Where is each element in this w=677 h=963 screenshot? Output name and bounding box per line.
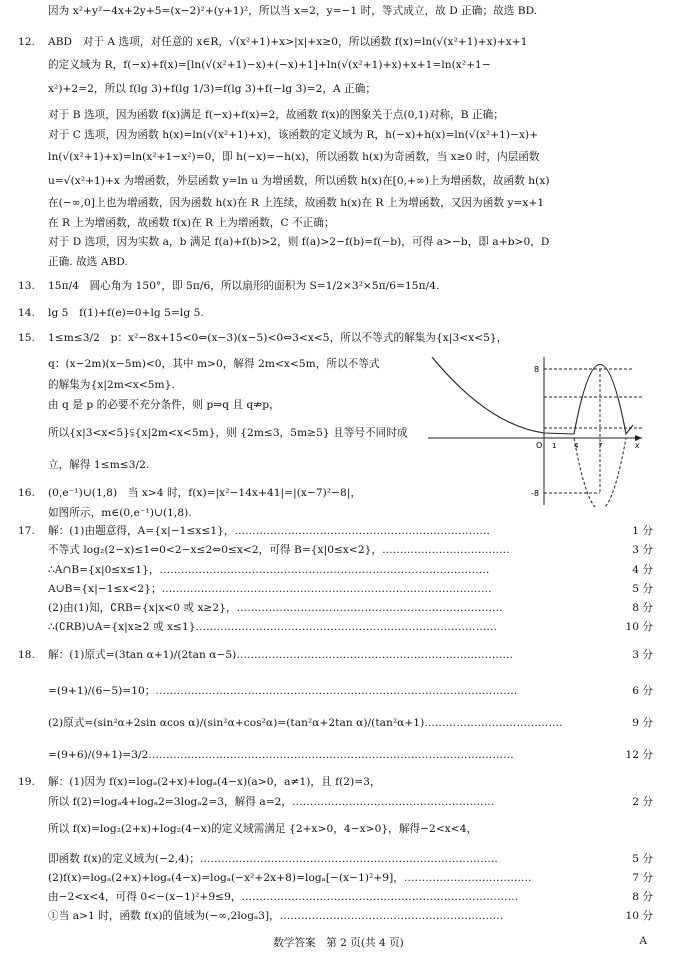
abs-parabola-curve <box>574 365 633 435</box>
answer-line: 解：(1)原式=(3tan α+1)/(2tan α−5)…………………………………………………………………… <box>48 649 514 661</box>
answer-line: ln(√(x²+1)+x)=ln(x²+1−x²)=0，即 h(−x)=−h(x)，所以函数 h(x)为奇函数，当 x≥0 时，内层函数 <box>48 151 540 163</box>
answer-line: 在(−∞,0]上也为增函数，因为函数 h(x)在 R 上连续，故函数 h(x)在 R 上为增函数，又因为函数 y=x+1 <box>48 197 545 209</box>
score-label: 3 分 <box>632 649 653 661</box>
answer-line: 立，解得 1≤m≤3/2. <box>48 459 150 471</box>
answer-line: 由−2<x<4，可得 0<−(x−1)²+9≤9，…………………………………………………………………… <box>48 891 519 903</box>
problem-number: 16. <box>18 487 35 499</box>
score-label: 8 分 <box>632 891 653 903</box>
answer-line: =(9+1)/(6−5)=10；………………………………………………………………………………………… <box>48 685 518 697</box>
answer-line: 所以 f(x)=log₂(2+x)+log₂(4−x)的定义域需满足 {2+x>0，4−x>0}，解得−2<x<4， <box>48 823 478 835</box>
answer-line: 即函数 f(x)的定义域为(−2,4)；………………………………………………………………………… <box>48 853 498 865</box>
problem-number: 17. <box>18 525 35 537</box>
answer-line: x²)+2=2，所以 f(lg 3)+f(lg 1/3)=f(lg 3)+f(−lg 3)=2，A 正确； <box>48 83 377 95</box>
answer-line: 所以{x|3<x<5}⫋{x|2m<x<5m}，则 {2m≤3，5m≥5} 且等号不同时成 <box>48 427 408 439</box>
score-label: 9 分 <box>632 717 653 729</box>
problem-number: 14. <box>18 307 35 319</box>
score-label: 10 分 <box>625 910 653 922</box>
score-label: 7 分 <box>632 872 653 884</box>
answer-line: =(9+6)/(9+1)=3/2.………………………………………………………………………………………… <box>48 749 514 761</box>
answer-line: 对于 C 选项，因为函数 h(x)=ln(√(x²+1)+x)，该函数的定义域为 R，h(−x)+h(x)=ln(√(x²+1)−x)+ <box>48 129 539 141</box>
label-neg8: -8 <box>531 489 539 498</box>
answer-line: 对于 B 选项，因为函数 f(x)满足 f(−x)+f(x)=2，故函数 f(x)的图象关于点(0,1)对称，B 正确； <box>48 109 504 121</box>
problem-number: 18. <box>18 649 35 661</box>
answer-line: 不等式 log₂(2−x)≤1⇔0<2−x≤2⇔0≤x<2，可得 B={x|0≤x<2}，……………………………… <box>48 544 510 556</box>
answer-line: 如图所示，m∈(0,e⁻¹)∪(1,8). <box>48 507 192 519</box>
log-curve <box>432 357 574 434</box>
score-label: 3 分 <box>632 544 653 556</box>
label-1: 1 <box>552 442 557 450</box>
label-x: x <box>635 441 640 450</box>
problem-number: 15. <box>18 332 35 344</box>
score-label: 5 分 <box>632 583 653 595</box>
answer-line: 正确. 故选 ABD. <box>48 256 128 268</box>
score-label: 2 分 <box>632 796 653 808</box>
answer-line: (2)f(x)=logₐ(2+x)+logₐ(4−x)=logₐ(−x²+2x+8)=logₐ[−(x−1)²+9]，……………………………… <box>48 872 532 884</box>
answer-line: 的解集为{x|2m<x<5m}. <box>48 379 175 391</box>
answer-line: 1≤m≤3/2 p：x²−8x+15<0⇔(x−3)(x−5)<0⇔3<x<5，所以不等式的解集为{x|3<x<5}， <box>48 332 508 344</box>
answer-line: 解：(1)因为 f(x)=logₐ(2+x)+logₐ(4−x)(a>0，a≠1)，且 f(2)=3， <box>48 776 381 788</box>
function-graph <box>428 355 646 507</box>
answer-line: 的定义域为 R，f(−x)+f(x)=[ln(√(x²+1)−x)+(−x)+1]+ln(√(x²+1)+x)+x+1=ln(x²+1− <box>48 59 491 71</box>
answer-line: 由 q 是 p 的必要不充分条件，则 p⇒q 且 q⇏p， <box>48 399 280 411</box>
answer-line: 解：(1)由题意得，A={x|−1≤x≤1}，……………………………………………………………… <box>48 525 490 537</box>
score-label: 8 分 <box>632 602 653 614</box>
label-origin: O <box>536 441 543 450</box>
answer-line: ABD 对于 A 选项，对任意的 x∈R，√(x²+1)+x>|x|+x≥0，所以函数 f(x)=ln(√(x²+1)+x)+x+1 <box>48 36 528 48</box>
label-4: 4 <box>574 442 579 450</box>
answer-line: lg 5 f(1)+f(e)=0+lg 5=lg 5. <box>48 307 204 319</box>
label-7: 7 <box>598 442 603 450</box>
answer-line: ∴(∁RB)∪A={x|x≥2 或 x≤1}.………………………………………………………………………… <box>48 621 497 633</box>
answer-line: ①当 a>1 时，函数 f(x)的值域为(−∞,2logₐ3]，……………………………………………………… <box>48 910 504 922</box>
answer-line: 对于 D 选项，因为实数 a，b 满足 f(a)+f(b)>2，则 f(a)>2−f(b)=f(−b)，可得 a>−b，即 a+b>0，D <box>48 236 550 248</box>
answer-line: A∪B={x|−1≤x<2}；………………………………………………………………………………… <box>48 583 492 595</box>
footer-page-info: 数学答案 第 2 页(共 4 页) <box>273 937 404 949</box>
score-label: 4 分 <box>632 564 653 576</box>
answer-line: 所以 f(2)=logₐ4+logₐ2=3logₐ2=3，解得 a=2，………………………………………………… <box>48 796 495 808</box>
answer-line: ∴A∩B={x|0≤x≤1}，………………………………………………………………………………… <box>48 564 490 576</box>
answer-line: u=√(x²+1)+x 为增函数，外层函数 y=ln u 为增函数，所以函数 h(x)在[0,+∞)上为增函数，故函数 h(x) <box>48 175 550 187</box>
answer-line: (2)由(1)知，∁RB={x|x<0 或 x≥2}，………………………………………………………………… <box>48 602 503 614</box>
problem-number: 12. <box>18 36 35 48</box>
answer-line: 因为 x²+y²−4x+2y+5=(x−2)²+(y+1)²，所以当 x=2，y=−1 时，等式成立，故 D 正确；故选 BD. <box>48 5 538 17</box>
score-label: 10 分 <box>625 621 653 633</box>
label-8: 8 <box>534 365 540 374</box>
score-label: 5 分 <box>632 853 653 865</box>
problem-number: 13. <box>18 280 35 292</box>
footer-version: A <box>639 935 647 947</box>
answer-line: (2)原式=(sin²α+2sin αcos α)/(sin²α+cos²α)=(tan²α+2tan α)/(tan²α+1)………………………………… <box>48 717 563 729</box>
score-label: 6 分 <box>632 685 653 697</box>
answer-line: q：(x−2m)(x−5m)<0，其中 m>0，解得 2m<x<5m，所以不等式 <box>48 358 380 370</box>
answer-line: 15π/4 圆心角为 150°，即 5π/6，所以扇形的面积为 S=1/2×3²×5π/6=15π/4. <box>48 280 440 292</box>
problem-number: 19. <box>18 776 35 788</box>
answer-line: 在 R 上为增函数，故函数 f(x)在 R 上为增函数，C 不正确； <box>48 217 335 229</box>
answer-line: (0,e⁻¹)∪(1,8) 当 x>4 时，f(x)=|x²−14x+41|=|(x−7)²−8|， <box>48 487 362 499</box>
score-label: 12 分 <box>625 749 653 761</box>
score-label: 1 分 <box>632 525 653 537</box>
